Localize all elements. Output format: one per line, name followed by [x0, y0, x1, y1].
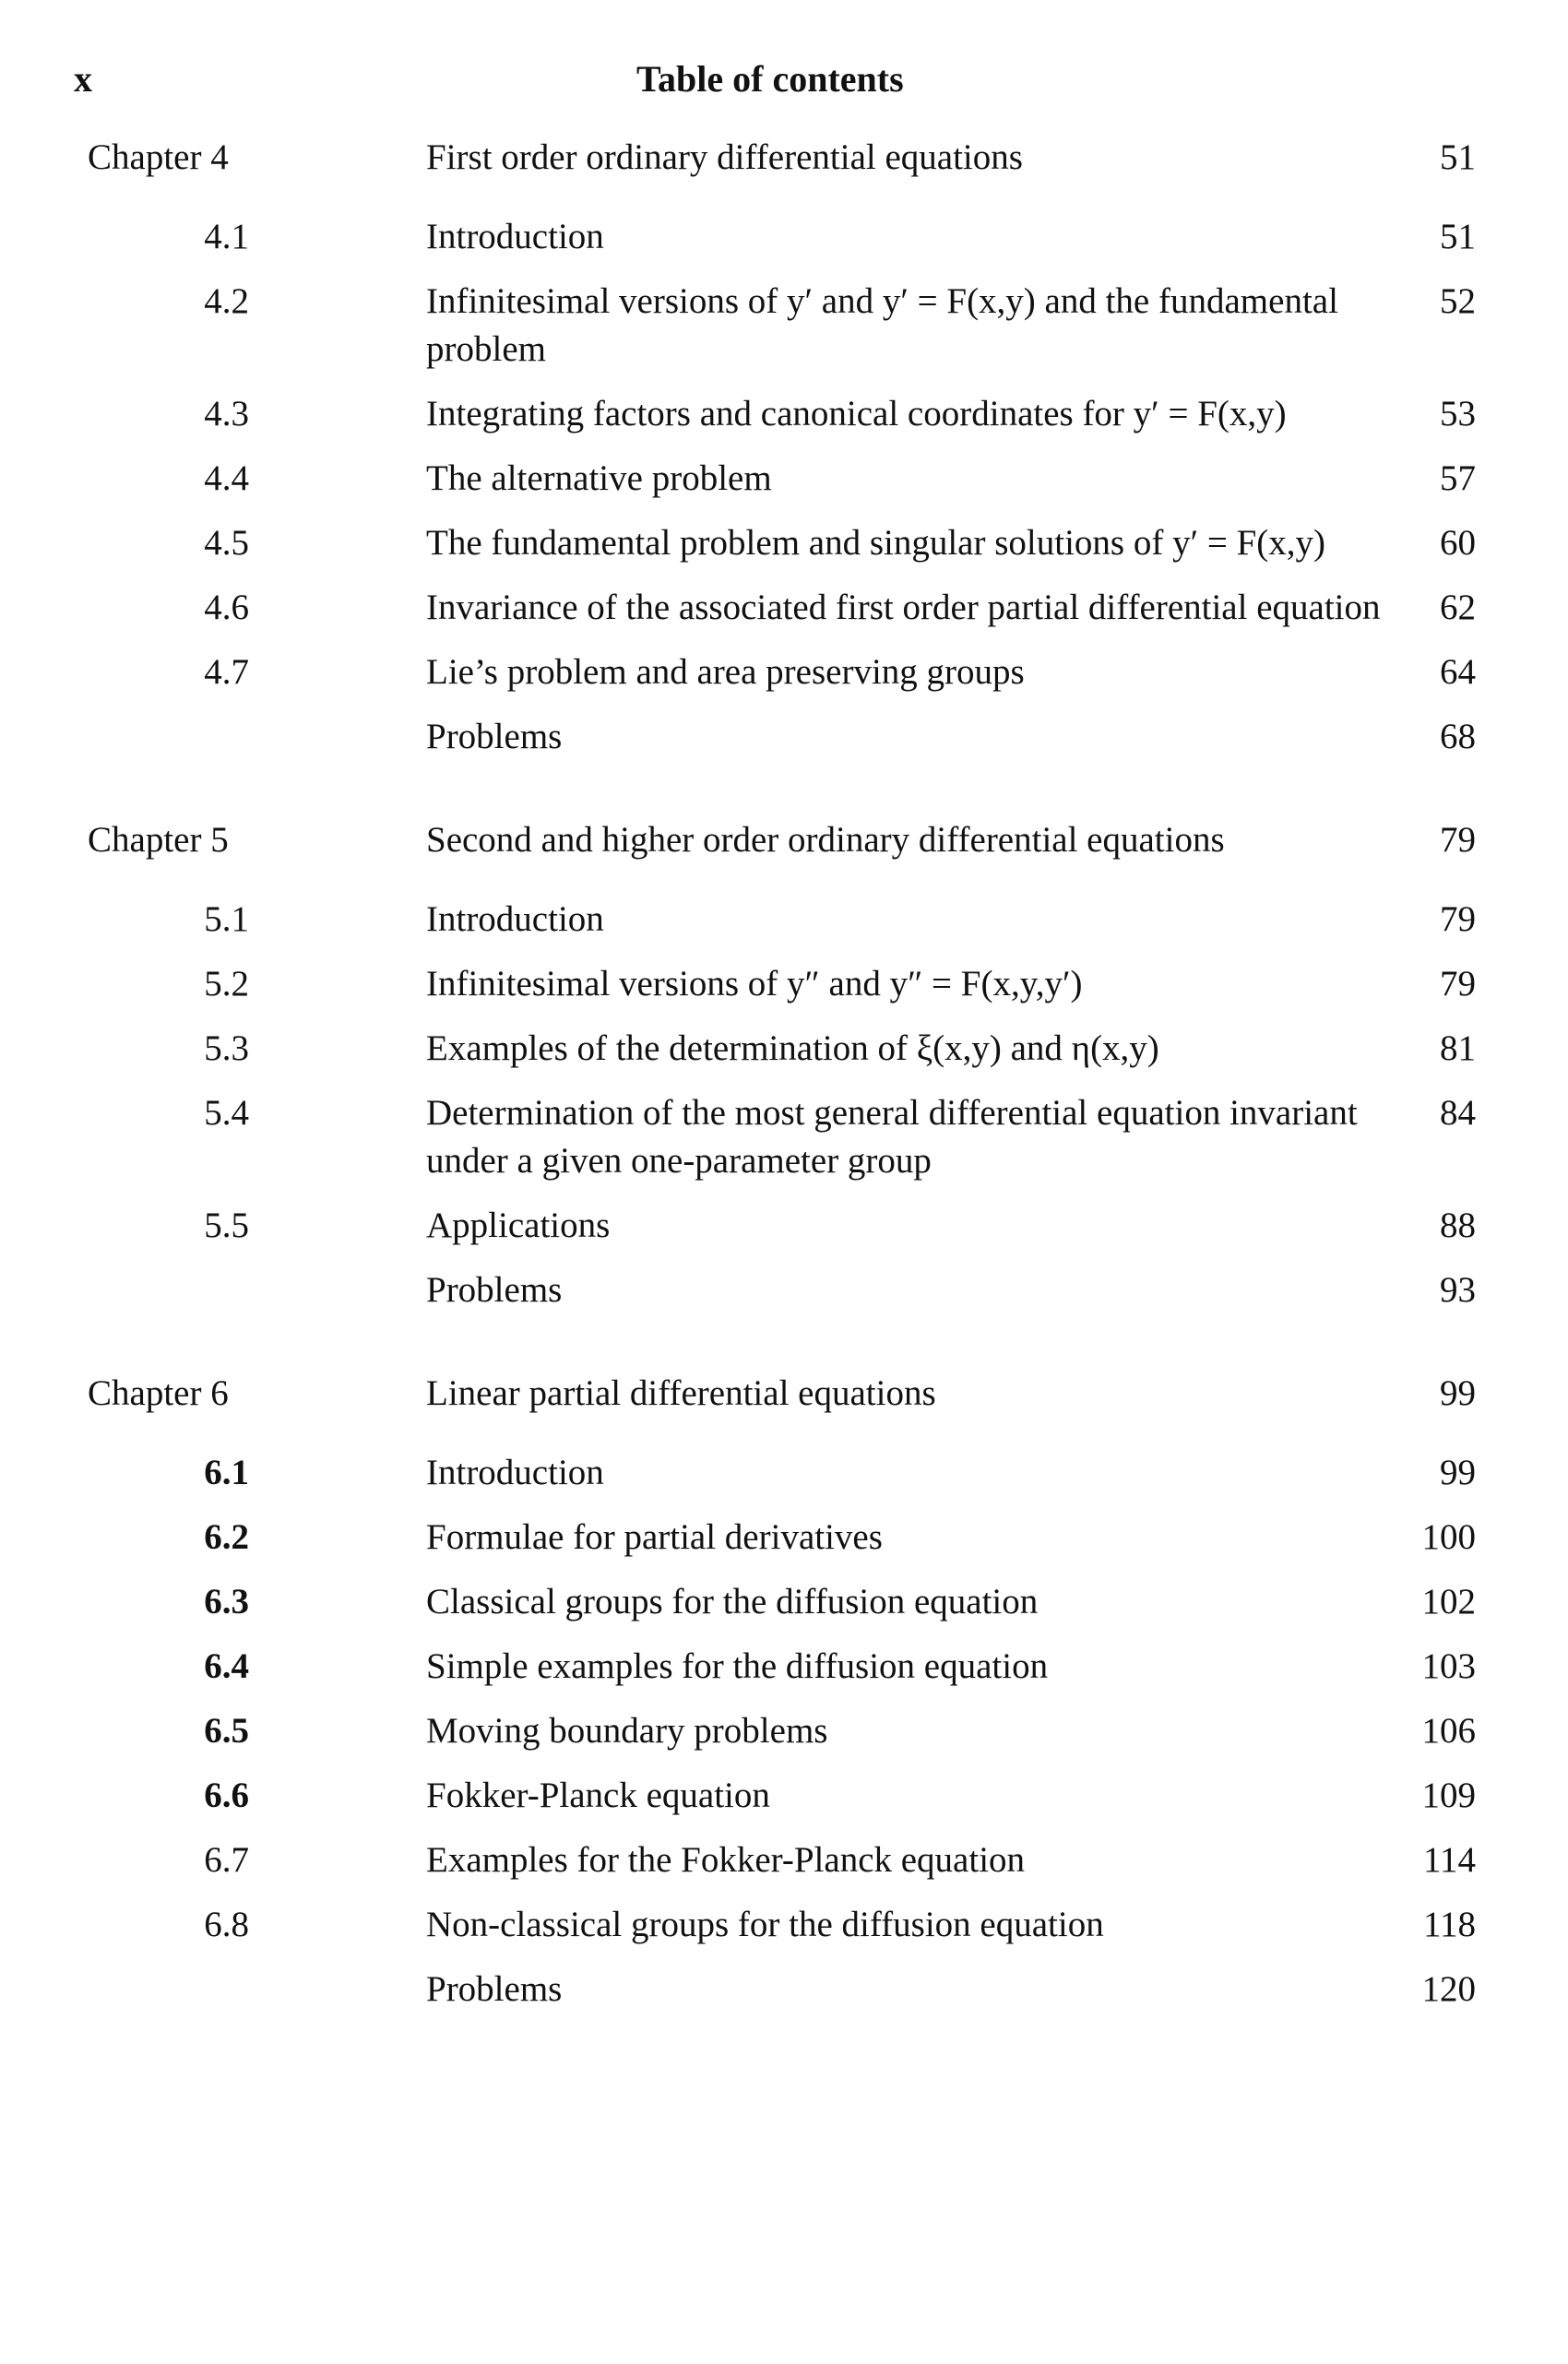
section-page-number: 79: [1440, 964, 1476, 1004]
running-title: Table of contents: [636, 58, 904, 100]
section-page-number: 120: [1421, 1969, 1476, 2009]
toc-entry: [0, 584, 1568, 632]
section-number: 6.7: [204, 1840, 249, 1880]
toc-entry: [0, 1449, 1568, 1497]
toc-entry: [0, 960, 1568, 1008]
section-number: 4.5: [204, 523, 249, 563]
section-title: Integrating factors and canonical coordinates for y′ = F(x,y): [426, 394, 1287, 434]
section-number: 6.5: [204, 1711, 249, 1751]
section-page-number: 88: [1440, 1206, 1476, 1245]
section-page-number: 79: [1440, 899, 1476, 939]
page-header: [65, 57, 1503, 103]
section-title: The fundamental problem and singular solutions of y′ = F(x,y): [426, 523, 1326, 563]
section-number: 4.2: [204, 281, 249, 321]
section-page-number: 103: [1421, 1646, 1476, 1686]
section-page-number: 100: [1421, 1517, 1476, 1557]
section-page-number: 102: [1421, 1582, 1476, 1622]
section-number: 5.2: [204, 964, 249, 1004]
toc-entry: [0, 1966, 1568, 2014]
section-title: Invariance of the associated first order partial differential equation: [426, 588, 1381, 627]
section-number: 6.6: [204, 1776, 249, 1815]
chapter-block: [0, 134, 1568, 761]
toc-entry: [0, 213, 1568, 261]
toc-entry: [0, 1025, 1568, 1073]
toc-entry: [0, 1202, 1568, 1250]
toc-entry: [0, 1901, 1568, 1949]
section-number: 5.3: [204, 1028, 249, 1068]
section-title: Problems: [426, 717, 563, 756]
section-page-number: 109: [1421, 1776, 1476, 1815]
chapter-title: First order ordinary differential equations: [426, 137, 1023, 177]
toc-entry: [0, 390, 1568, 438]
toc-entry: [0, 1578, 1568, 1626]
section-title: Simple examples for the diffusion equation: [426, 1646, 1049, 1686]
section-page-number: 93: [1440, 1270, 1476, 1310]
toc-entry: [0, 1266, 1568, 1314]
section-number: 4.6: [204, 588, 249, 627]
section-page-number: 53: [1440, 394, 1476, 434]
section-title: Problems: [426, 1969, 563, 2009]
section-title: The alternative problem: [426, 458, 772, 498]
section-title: Determination of the most general differential equation invariant under a given one-parameter group: [426, 1093, 1358, 1181]
section-number: 4.4: [204, 458, 249, 498]
section-title: Introduction: [426, 899, 604, 939]
section-number: 6.2: [204, 1517, 249, 1557]
toc-entry: [0, 519, 1568, 567]
toc-entry: [0, 1772, 1568, 1820]
page-folio: x: [74, 58, 92, 100]
chapter-page-number: 79: [1440, 820, 1476, 860]
section-page-number: 68: [1440, 717, 1476, 756]
section-number: 6.8: [204, 1905, 249, 1944]
chapter-block: [0, 1370, 1568, 2014]
section-title: Introduction: [426, 217, 604, 256]
section-number: 4.3: [204, 394, 249, 434]
section-title: Examples for the Fokker-Planck equation: [426, 1840, 1026, 1880]
chapter-page-number: 99: [1440, 1373, 1476, 1413]
section-title: Formulae for partial derivatives: [426, 1517, 883, 1557]
section-title: Moving boundary problems: [426, 1711, 828, 1751]
toc-entry: [0, 713, 1568, 761]
toc-entry: [0, 278, 1568, 374]
chapter-page-number: 51: [1440, 137, 1476, 177]
section-page-number: 62: [1440, 588, 1476, 627]
table-of-contents: [0, 134, 1568, 2069]
section-title: Infinitesimal versions of y″ and y″ = F(x,y,y′): [426, 964, 1083, 1004]
toc-entry: [0, 1643, 1568, 1691]
toc-entry: [0, 1836, 1568, 1884]
section-title: Fokker-Planck equation: [426, 1776, 770, 1815]
section-title: Lie’s problem and area preserving groups: [426, 652, 1025, 692]
section-title: Examples of the determination of ξ(x,y) and η(x,y): [426, 1028, 1159, 1068]
section-number: 6.1: [204, 1453, 249, 1492]
toc-entry: [0, 1089, 1568, 1185]
toc-entry: [0, 896, 1568, 944]
chapter-block: [0, 816, 1568, 1314]
section-page-number: 60: [1440, 523, 1476, 563]
section-title: Classical groups for the diffusion equation: [426, 1582, 1039, 1622]
section-page-number: 114: [1422, 1840, 1476, 1880]
section-title: Introduction: [426, 1453, 604, 1492]
toc-entry: [0, 1514, 1568, 1562]
chapter-label: Chapter 6: [88, 1373, 229, 1413]
section-title: Infinitesimal versions of y′ and y′ = F(x,y) and the fundamental problem: [426, 281, 1338, 369]
section-page-number: 84: [1440, 1093, 1476, 1133]
section-page-number: 106: [1421, 1711, 1476, 1751]
section-number: 4.7: [204, 652, 249, 692]
section-page-number: 57: [1440, 458, 1476, 498]
section-number: 5.5: [204, 1206, 249, 1245]
section-number: 5.4: [204, 1093, 249, 1133]
section-number: 5.1: [204, 899, 249, 939]
section-page-number: 51: [1440, 217, 1476, 256]
toc-entry: [0, 648, 1568, 696]
toc-entry: [0, 1707, 1568, 1755]
section-number: 6.4: [204, 1646, 249, 1686]
section-number: 4.1: [204, 217, 249, 256]
section-number: 6.3: [204, 1582, 249, 1622]
section-title: Problems: [426, 1270, 563, 1310]
chapter-label: Chapter 5: [88, 820, 229, 860]
section-page-number: 64: [1440, 652, 1476, 692]
chapter-title: Linear partial differential equations: [426, 1373, 936, 1413]
section-page-number: 118: [1422, 1905, 1476, 1944]
chapter-title: Second and higher order ordinary differential equations: [426, 820, 1225, 860]
section-page-number: 99: [1440, 1453, 1476, 1492]
chapter-heading: [0, 134, 1568, 182]
section-title: Non-classical groups for the diffusion equation: [426, 1905, 1104, 1944]
chapter-heading: [0, 816, 1568, 864]
section-page-number: 52: [1440, 281, 1476, 321]
chapter-heading: [0, 1370, 1568, 1418]
section-page-number: 81: [1440, 1028, 1476, 1068]
section-title: Applications: [426, 1206, 611, 1245]
toc-entry: [0, 455, 1568, 503]
chapter-label: Chapter 4: [88, 137, 229, 177]
